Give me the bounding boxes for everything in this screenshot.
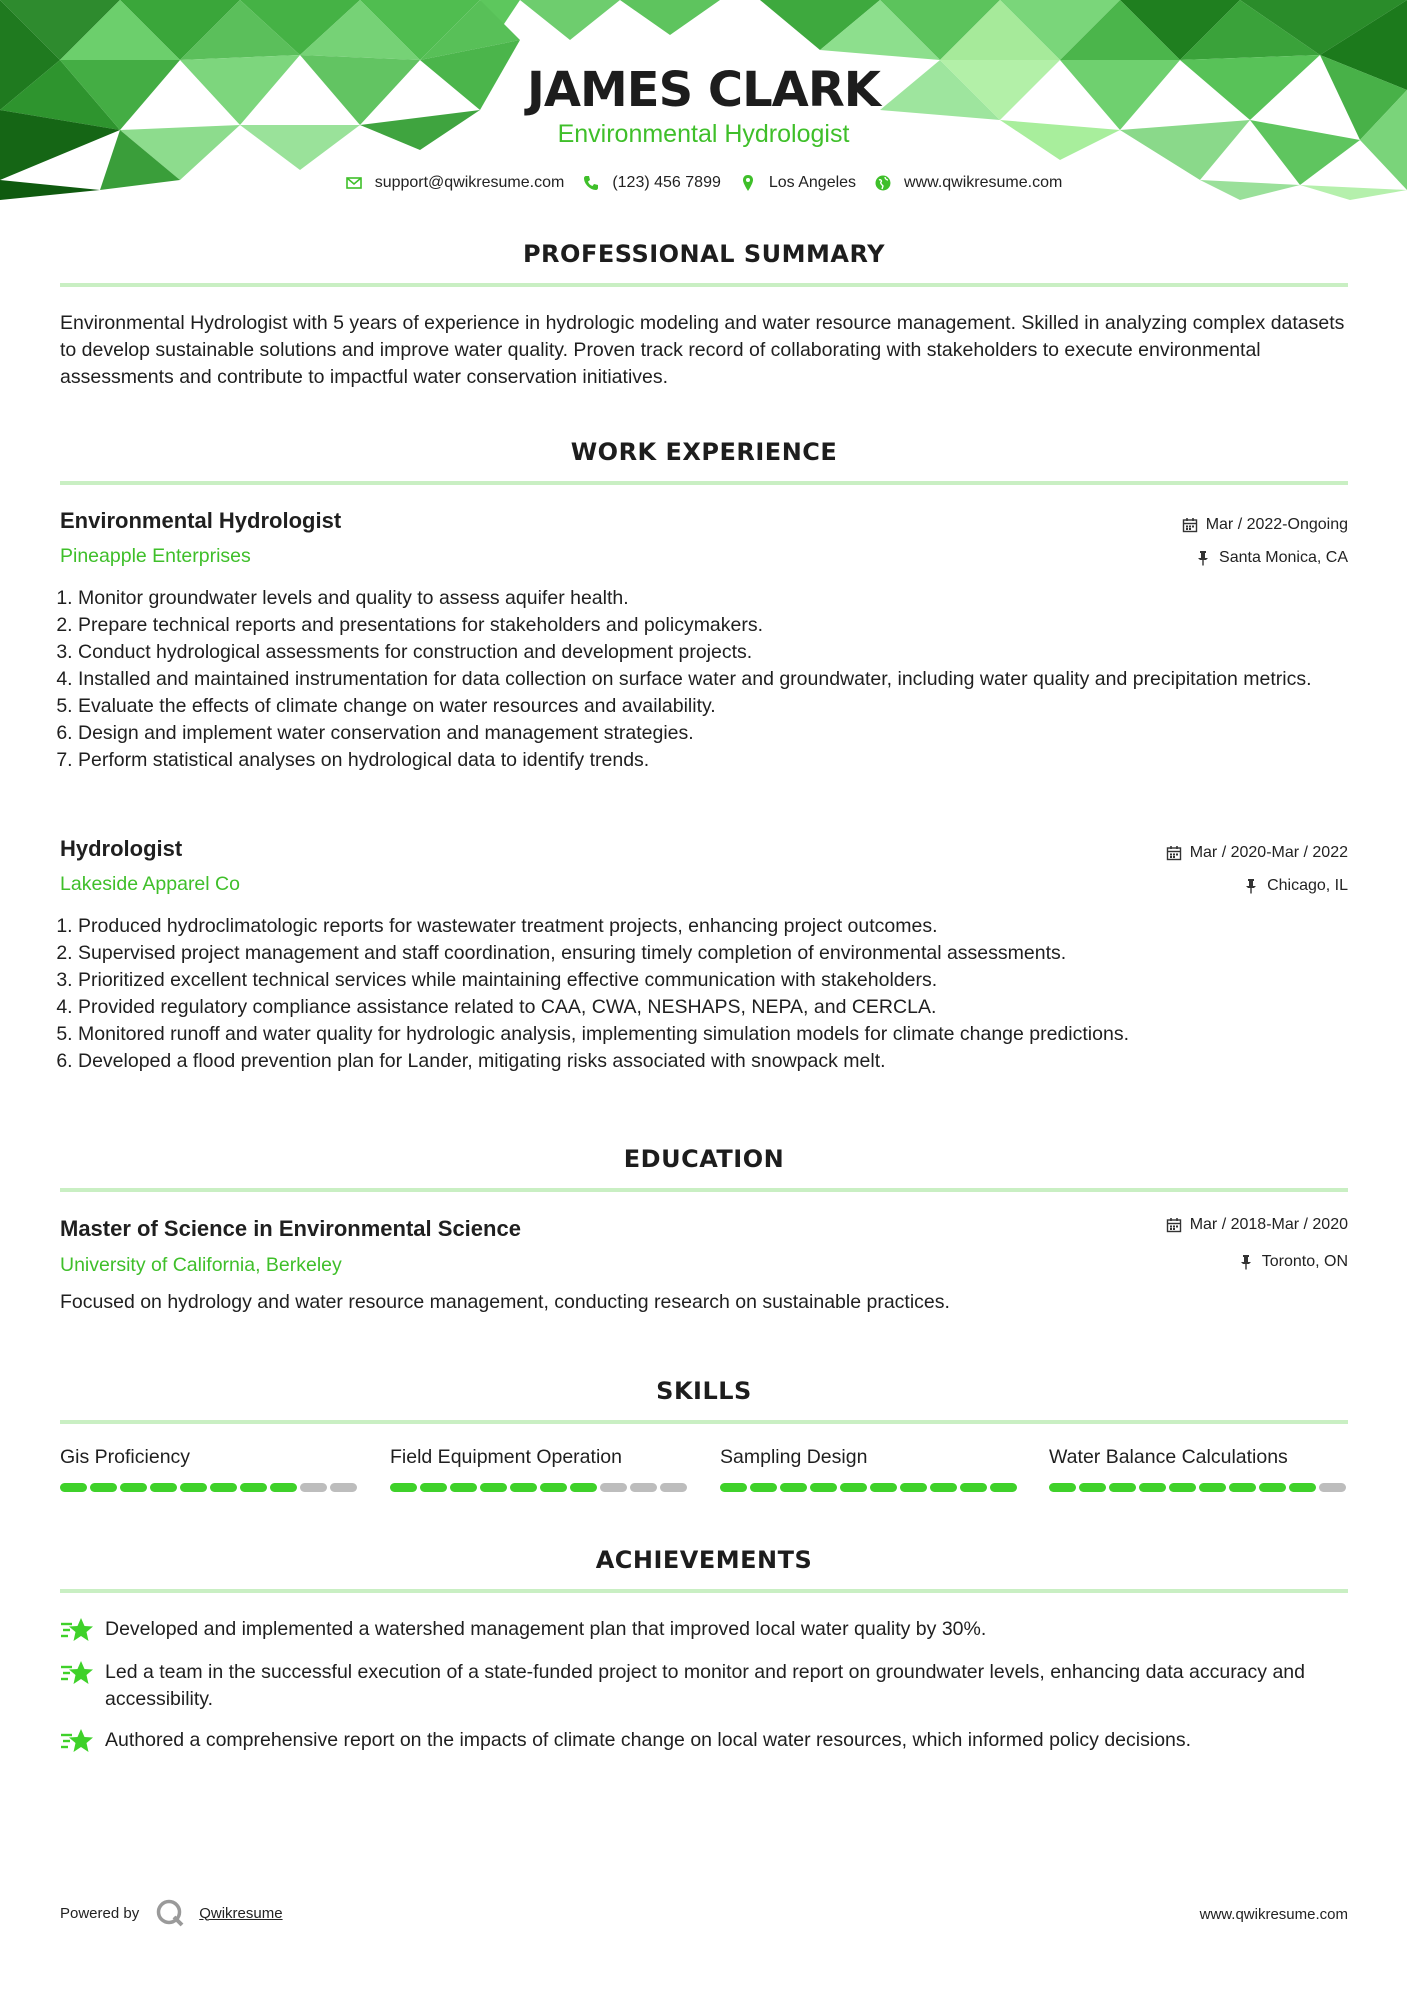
skill-rating: [720, 1483, 1020, 1492]
skill-segment-filled: [480, 1483, 507, 1492]
skill-segment-filled: [60, 1483, 87, 1492]
phone-icon: [582, 174, 600, 192]
skill-segment-filled: [750, 1483, 777, 1492]
education-description: Focused on hydrology and water resource management, conducting research on sustainable practices.: [60, 1291, 950, 1313]
skill-name: Field Equipment Operation: [390, 1446, 622, 1468]
contact-bar: [0, 174, 1407, 192]
list-item: 7. Perform statistical analyses on hydrological data to identify trends.: [78, 747, 1348, 774]
phone-text: (123) 456 7899: [612, 174, 721, 191]
list-item: 5. Evaluate the effects of climate change on water resources and availability.: [78, 693, 1348, 720]
skill-segment-filled: [570, 1483, 597, 1492]
skill-rating: [60, 1483, 360, 1492]
skill-rating: [390, 1483, 690, 1492]
list-item: 4. Installed and maintained instrumentation for data collection on surface water and groundwater, including water quality and precipitation metrics.: [78, 666, 1348, 693]
skills-heading: SKILLS: [656, 1377, 752, 1405]
education-heading: EDUCATION: [623, 1145, 785, 1173]
job-company: Pineapple Enterprises: [60, 545, 251, 567]
skill-segment-empty: [660, 1483, 687, 1492]
achievements-divider: [60, 1589, 1348, 1593]
pushpin-icon: [1195, 550, 1211, 566]
job-company: Lakeside Apparel Co: [60, 873, 240, 895]
contact-location: [739, 174, 856, 192]
skill-segment-filled: [1079, 1483, 1106, 1492]
achievement-text: Led a team in the successful execution of a state-funded project to monitor and report on groundwater levels, enhancing data accuracy and accessibility.: [105, 1661, 1305, 1710]
skill-segment-filled: [780, 1483, 807, 1492]
list-item: 6. Design and implement water conservation and management strategies.: [78, 720, 1348, 747]
footer-website[interactable]: www.qwikresume.com: [1199, 1906, 1348, 1923]
skill-segment-filled: [450, 1483, 477, 1492]
calendar-icon: [1166, 845, 1182, 861]
job-dates: [1182, 516, 1348, 534]
candidate-role: Environmental Hydrologist: [557, 120, 850, 148]
map-pin-icon: [739, 174, 757, 192]
list-item: 1. Produced hydroclimatologic reports for wastewater treatment projects, enhancing project outcomes.: [78, 913, 1348, 940]
skill-name: Sampling Design: [720, 1446, 868, 1468]
job-location-text: Santa Monica, CA: [1219, 549, 1348, 566]
skill-segment-filled: [180, 1483, 207, 1492]
job-dates: [1166, 844, 1348, 862]
skill-segment-filled: [420, 1483, 447, 1492]
experience-divider: [60, 481, 1348, 485]
achievement-text: Developed and implemented a watershed management plan that improved local water quality by 30%.: [105, 1618, 987, 1640]
email-text: support@qwikresume.com: [374, 174, 565, 191]
location-text: Los Angeles: [768, 174, 857, 191]
skill-segment-filled: [90, 1483, 117, 1492]
job-location: [1243, 877, 1348, 895]
job-title: Hydrologist: [60, 836, 183, 861]
skill-name: Gis Proficiency: [60, 1446, 191, 1468]
skill-segment-filled: [270, 1483, 297, 1492]
qwikresume-link[interactable]: Qwikresume: [199, 1904, 283, 1922]
list-item: 3. Prioritized excellent technical services while maintaining effective communication with stakeholders.: [78, 967, 1348, 994]
skill-item: [390, 1446, 690, 1492]
summary-divider: [60, 283, 1348, 287]
education-dates-text: Mar / 2018-Mar / 2020: [1189, 1216, 1348, 1233]
skill-segment-filled: [150, 1483, 177, 1492]
contact-phone[interactable]: [582, 174, 721, 192]
skill-segment-filled: [390, 1483, 417, 1492]
skill-segment-filled: [210, 1483, 237, 1492]
skill-segment-empty: [1319, 1483, 1346, 1492]
contact-email[interactable]: [345, 174, 565, 192]
list-item: 3. Conduct hydrological assessments for construction and development projects.: [78, 639, 1348, 666]
school-name: University of California, Berkeley: [60, 1254, 342, 1276]
achievement-text: Authored a comprehensive report on the impacts of climate change on local water resources, which informed policy decisions.: [105, 1729, 1192, 1751]
skill-segment-filled: [1139, 1483, 1166, 1492]
degree-title: Master of Science in Environmental Science: [60, 1216, 521, 1241]
summary-heading: PROFESSIONAL SUMMARY: [522, 240, 886, 268]
contact-website[interactable]: [874, 174, 1062, 192]
job-location: [1195, 549, 1348, 567]
skill-segment-filled: [1199, 1483, 1226, 1492]
list-item: 5. Monitored runoff and water quality for hydrologic analysis, implementing simulation models for climate change predictions.: [78, 1021, 1348, 1048]
calendar-icon: [1182, 517, 1198, 533]
job-responsibilities: [60, 913, 1348, 1075]
skill-segment-filled: [1049, 1483, 1076, 1492]
website-text: www.qwikresume.com: [904, 174, 1063, 191]
skill-segment-filled: [1109, 1483, 1136, 1492]
skill-segment-empty: [300, 1483, 327, 1492]
skill-segment-filled: [510, 1483, 537, 1492]
skill-segment-filled: [930, 1483, 957, 1492]
list-item: 6. Developed a flood prevention plan for Lander, mitigating risks associated with snowpack melt.: [78, 1048, 1348, 1075]
education-location: [1238, 1253, 1348, 1271]
calendar-icon: [1166, 1217, 1182, 1233]
powered-by-label: Powered by: [60, 1904, 140, 1922]
achievement-item: [60, 1616, 1348, 1646]
job-dates-text: Mar / 2020-Mar / 2022: [1189, 844, 1348, 861]
skill-segment-filled: [120, 1483, 147, 1492]
list-item: 1. Monitor groundwater levels and quality to assess aquifer health.: [78, 585, 1348, 612]
skill-segment-filled: [870, 1483, 897, 1492]
skill-segment-filled: [1229, 1483, 1256, 1492]
skill-segment-filled: [840, 1483, 867, 1492]
pushpin-icon: [1238, 1254, 1254, 1270]
skill-rating: [1049, 1483, 1349, 1492]
job-dates-text: Mar / 2022-Ongoing: [1205, 516, 1348, 533]
candidate-name: JAMES CLARK: [527, 62, 880, 118]
star-icon: [60, 1727, 94, 1757]
skill-segment-filled: [990, 1483, 1017, 1492]
globe-icon: [874, 174, 892, 192]
skill-segment-filled: [1289, 1483, 1316, 1492]
job-location-text: Chicago, IL: [1267, 877, 1348, 894]
skills-divider: [60, 1420, 1348, 1424]
list-item: 2. Supervised project management and staff coordination, ensuring timely completion of environmental assessments.: [78, 940, 1348, 967]
list-item: 4. Provided regulatory compliance assistance related to CAA, CWA, NESHAPS, NEPA, and CERCLA.: [78, 994, 1348, 1021]
experience-heading: WORK EXPERIENCE: [570, 438, 838, 466]
skill-segment-filled: [540, 1483, 567, 1492]
job-responsibilities: [60, 585, 1348, 774]
star-icon: [60, 1616, 94, 1646]
summary-text: Environmental Hydrologist with 5 years of experience in hydrologic modeling and water resource management. Skilled in analyzing complex datasets to develop sustainable solutions and improve water quality. Proven track record of collaborating with stakeholders to execute environmental assessments and contribute to impactful water conservation initiatives.: [60, 312, 1345, 388]
skill-segment-empty: [630, 1483, 657, 1492]
list-item: 2. Prepare technical reports and presentations for stakeholders and policymakers.: [78, 612, 1348, 639]
achievement-item: [60, 1659, 1348, 1713]
skill-item: [1049, 1446, 1349, 1492]
skill-segment-filled: [720, 1483, 747, 1492]
skill-segment-filled: [960, 1483, 987, 1492]
skill-segment-empty: [600, 1483, 627, 1492]
education-location-text: Toronto, ON: [1261, 1253, 1348, 1270]
skill-item: [720, 1446, 1020, 1492]
pushpin-icon: [1243, 878, 1259, 894]
achievement-item: [60, 1727, 1348, 1757]
star-icon: [60, 1659, 94, 1689]
skill-segment-filled: [1259, 1483, 1286, 1492]
skill-segment-empty: [330, 1483, 357, 1492]
qwikresume-logo-icon: [155, 1898, 185, 1928]
skill-segment-filled: [240, 1483, 267, 1492]
footer-powered-by: [60, 1898, 283, 1928]
achievements-heading: ACHIEVEMENTS: [595, 1546, 813, 1574]
envelope-icon: [345, 174, 363, 192]
education-divider: [60, 1188, 1348, 1192]
skill-segment-filled: [900, 1483, 927, 1492]
skill-name: Water Balance Calculations: [1049, 1446, 1288, 1468]
skill-segment-filled: [810, 1483, 837, 1492]
skill-item: [60, 1446, 360, 1492]
education-dates: [1166, 1216, 1348, 1234]
job-title: Environmental Hydrologist: [60, 508, 342, 533]
skill-segment-filled: [1169, 1483, 1196, 1492]
